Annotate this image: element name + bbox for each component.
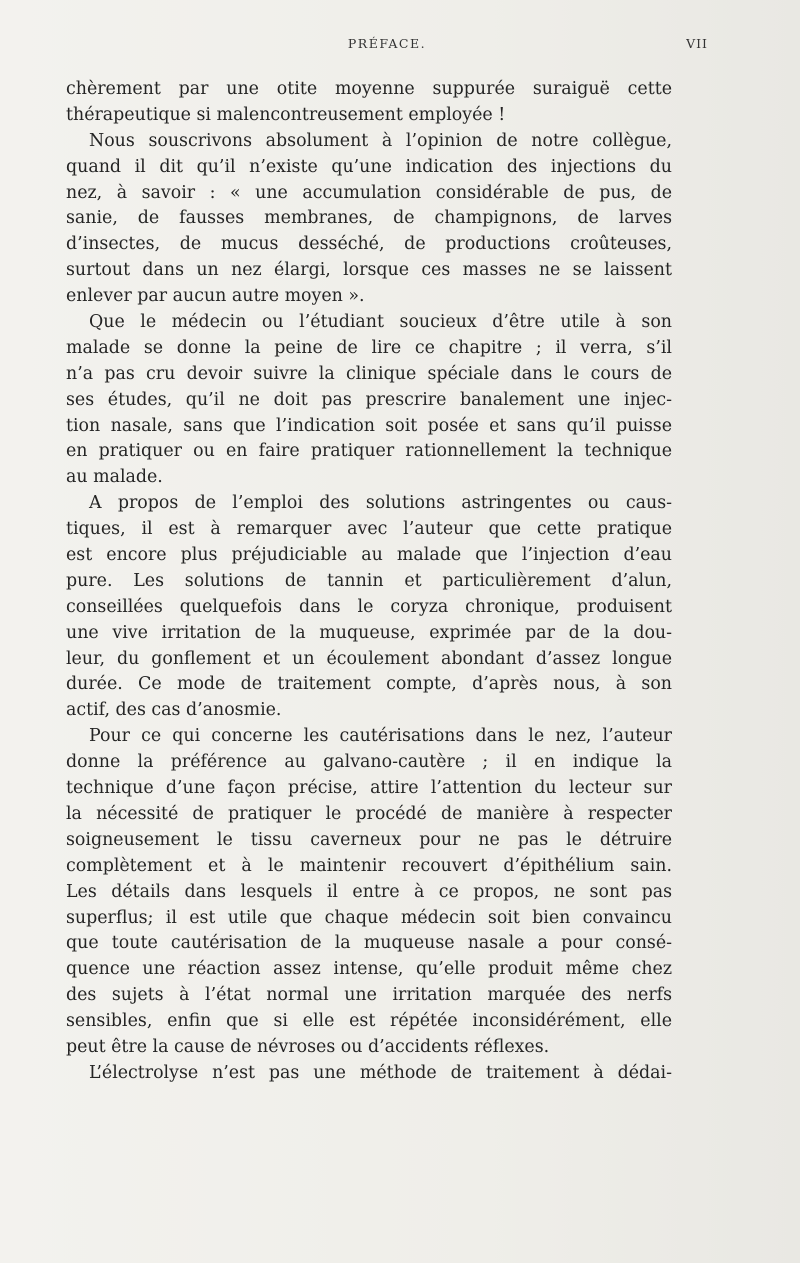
- text-line: malade se donne la peine de lire ce chapitre ; il verra, s’il: [66, 337, 672, 358]
- text-line: sanie, de fausses membranes, de champignons, de larves: [66, 208, 672, 229]
- text-line: soigneusement le tissu caverneux pour ne pas le détruire: [66, 829, 672, 850]
- text-line: thérapeutique si malencontreusement employée !: [66, 104, 506, 125]
- text-line: Nous souscrivons absolument à l’opinion de notre collègue,: [89, 130, 672, 151]
- text-line: chèrement par une otite moyenne suppurée suraiguë cette: [66, 79, 672, 99]
- text-line: la nécessité de pratiquer le procédé de manière à respecter: [66, 803, 672, 824]
- text-line: n’a pas cru devoir suivre la clinique spéciale dans le cours de: [66, 363, 672, 384]
- text-line: ses études, qu’il ne doit pas prescrire banalement une injec-: [66, 389, 672, 410]
- text-line: technique d’une façon précise, attire l’attention du lecteur sur: [66, 778, 672, 799]
- text-line: que toute cautérisation de la muqueuse nasale a pour consé-: [66, 933, 672, 954]
- text-line: surtout dans un nez élargi, lorsque ces masses ne se laissent: [66, 260, 672, 281]
- text-line: d’insectes, de mucus desséché, de productions croûteuses,: [66, 234, 672, 255]
- text-line: donne la préférence au galvano-cautère ; il en indique la: [66, 752, 672, 773]
- text-line: sensibles, enfin que si elle est répétée inconsidérément, elle: [66, 1011, 672, 1032]
- body-text: [66, 77, 672, 1087]
- text-line: au malade.: [66, 467, 163, 488]
- text-line: une vive irritation de la muqueuse, exprimée par de la dou-: [66, 622, 672, 643]
- text-line: Les détails dans lesquels il entre à ce propos, ne sont pas: [66, 881, 672, 902]
- text-line: quand il dit qu’il n’existe qu’une indication des injections du: [66, 156, 672, 177]
- text-line: peut être la cause de névroses ou d’accidents réflexes.: [66, 1036, 550, 1057]
- text-line: des sujets à l’état normal une irritation marquée des nerfs: [66, 985, 672, 1006]
- text-line: tion nasale, sans que l’indication soit posée et sans qu’il puisse: [66, 415, 672, 436]
- text-line: durée. Ce mode de traitement compte, d’après nous, à son: [66, 674, 672, 695]
- text-line: Que le médecin ou l’étudiant soucieux d’être utile à son: [89, 312, 672, 333]
- text-line: complètement et à le maintenir recouvert d’épithélium sain.: [66, 855, 672, 876]
- text-line: A propos de l’emploi des solutions astringentes ou caus-: [89, 493, 672, 514]
- running-title: PRÉFACE.: [347, 36, 427, 51]
- page-number: VII: [686, 36, 708, 51]
- running-head: [66, 36, 708, 58]
- text-line: nez, à savoir : « une accumulation considérable de pus, de: [66, 182, 672, 203]
- text-line: est encore plus préjudiciable au malade que l’injection d’eau: [66, 545, 672, 566]
- text-line: enlever par aucun autre moyen ».: [66, 286, 365, 307]
- text-line: en pratiquer ou en faire pratiquer rationnellement la technique: [66, 441, 672, 462]
- text-line: superflus; il est utile que chaque médecin soit bien convaincu: [66, 907, 672, 928]
- text-line: Pour ce qui concerne les cautérisations dans le nez, l’auteur: [89, 726, 672, 747]
- text-line: L’électrolyse n’est pas une méthode de traitement à dédai-: [89, 1062, 672, 1083]
- text-line: pure. Les solutions de tannin et particulièrement d’alun,: [66, 570, 672, 591]
- text-line: quence une réaction assez intense, qu’elle produit même chez: [66, 959, 672, 980]
- text-line: tiques, il est à remarquer avec l’auteur que cette pratique: [66, 519, 672, 540]
- text-line: conseillées quelquefois dans le coryza chronique, produisent: [66, 596, 672, 617]
- text-line: leur, du gonflement et un écoulement abondant d’assez longue: [66, 648, 672, 669]
- text-line: actif, des cas d’anosmie.: [66, 700, 282, 721]
